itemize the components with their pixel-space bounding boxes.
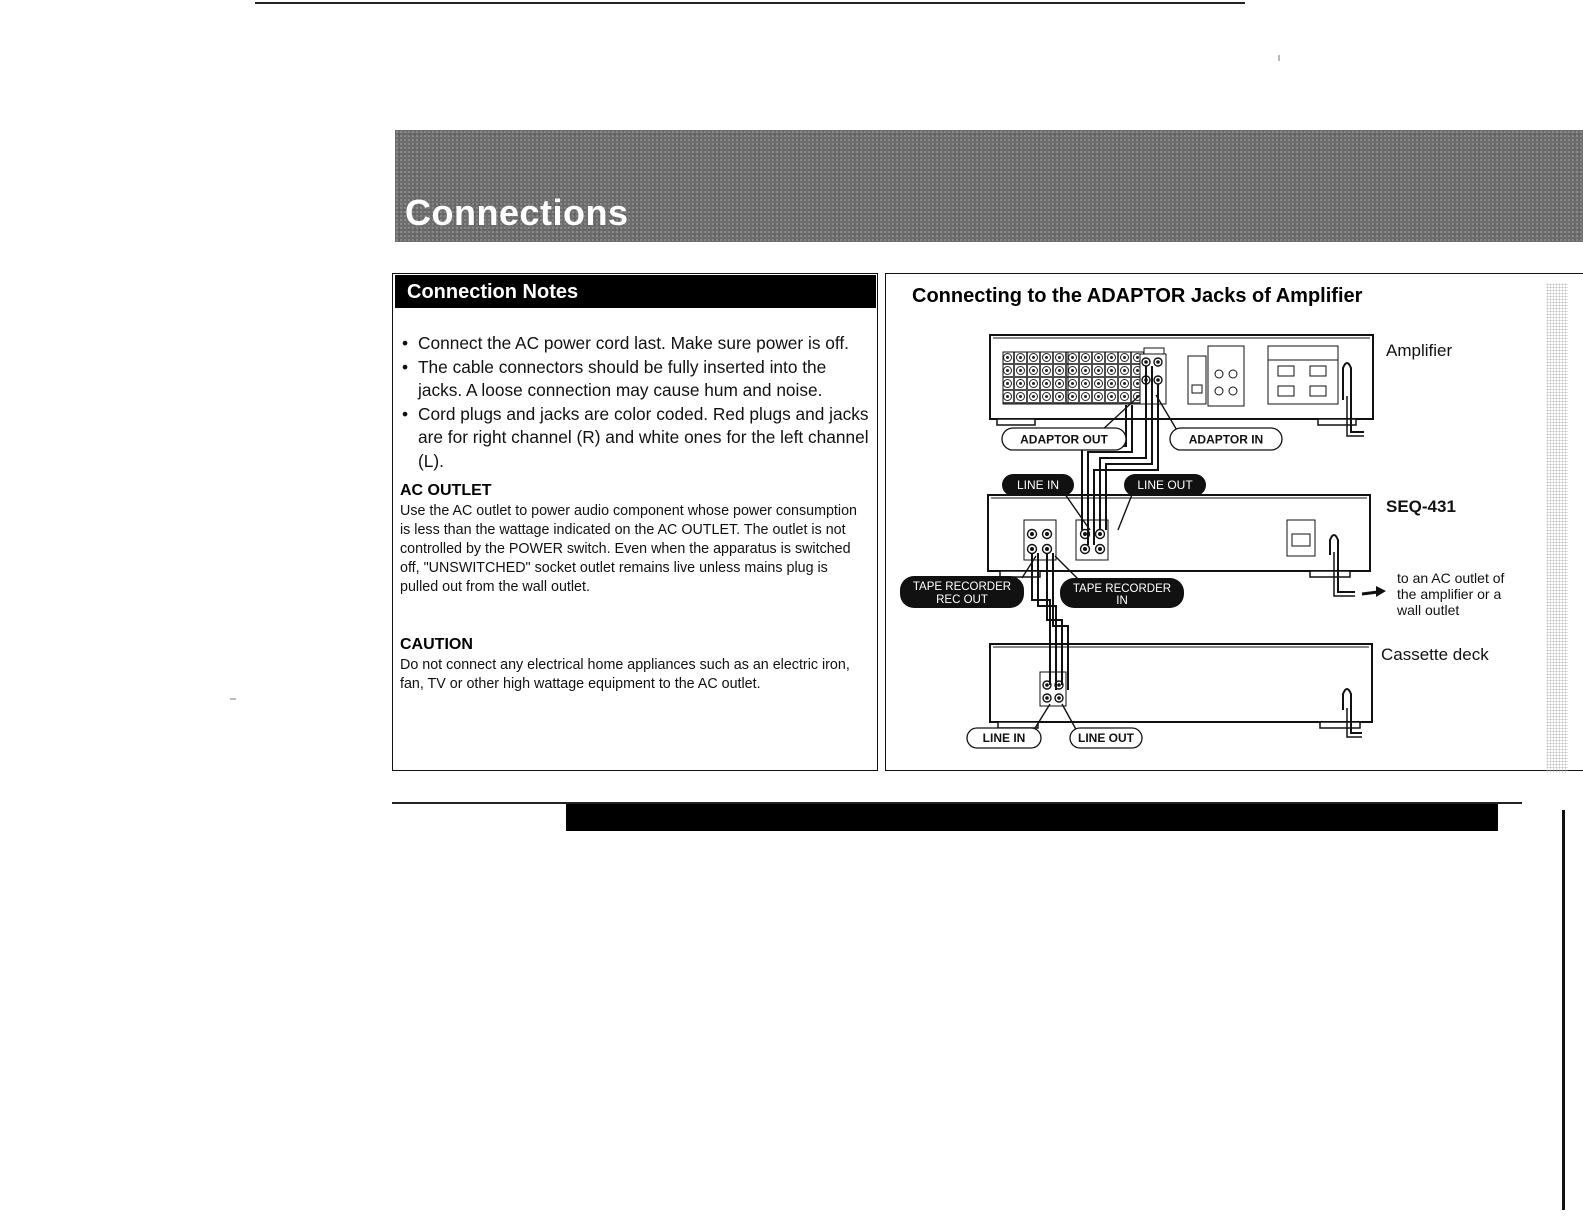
seq-line-out-label: [1124, 474, 1206, 496]
cassette-deck-unit: [990, 644, 1372, 737]
connection-diagram: [885, 310, 1575, 765]
diagram-title: Connecting to the ADAPTOR Jacks of Amplifier: [912, 285, 1363, 307]
ac-note-line: to an AC outlet of: [1397, 570, 1505, 586]
cassette-deck-label: Cassette deck: [1381, 645, 1489, 664]
seq-431-label: SEQ-431: [1386, 497, 1456, 516]
bullet-item: • Cord plugs and jacks are color coded. Red plugs and jacks are for right channel (R) and white ones for the left channel (L).: [400, 403, 870, 474]
ac-outlet-heading: AC OUTLET: [400, 482, 492, 499]
deck-line-in-label: [967, 728, 1041, 748]
svg-text:LINE OUT: LINE OUT: [1137, 478, 1193, 492]
amplifier-label: Amplifier: [1386, 341, 1453, 360]
ac-outlet-text: Use the AC outlet to power audio component whose power consumption is less than the wattage indicated on the AC OUTLET. The outlet is not controlled by the POWER switch. Even when the apparatus is switched off, "UNSWITCHED" socket outlet remains live unless mains plug is pulled out from the wall outlet.: [400, 503, 857, 595]
svg-text:ADAPTOR OUT: ADAPTOR OUT: [1020, 432, 1108, 447]
amplifier-unit: [990, 335, 1373, 436]
svg-text:ADAPTOR IN: ADAPTOR IN: [1188, 432, 1264, 447]
svg-text:TAPE RECORDER: TAPE RECORDER: [1072, 583, 1172, 595]
tape-recorder-rec-out-label: [900, 576, 1024, 608]
seq-line-in-label: [1002, 474, 1074, 496]
tape-recorder-in-label: [1060, 578, 1184, 608]
arrow-right-icon: [1362, 586, 1386, 597]
ac-note-line: wall outlet: [1397, 602, 1460, 618]
caution-heading: CAUTION: [400, 636, 473, 653]
deck-line-out-label: [1070, 728, 1142, 748]
adaptor-out-label: [1002, 428, 1126, 450]
svg-text:LINE IN: LINE IN: [1016, 478, 1060, 492]
svg-text:TAPE RECORDER: TAPE RECORDER: [912, 581, 1012, 593]
svg-text:LINE IN: LINE IN: [982, 731, 1026, 745]
scan-speck: [230, 698, 236, 700]
notes-bullet-list: [400, 332, 870, 473]
caution-text: Do not connect any electrical home appliances such as an electric iron, fan, TV or other high wattage equipment to the AC outlet.: [400, 657, 850, 692]
top-rule: [255, 2, 1245, 4]
bullet-item: • The cable connectors should be fully inserted into the jacks. A loose connection may cause hum and noise.: [400, 356, 870, 403]
bullet-item: • Connect the AC power cord last. Make sure power is off.: [400, 332, 870, 356]
bottom-bar: [566, 804, 1498, 831]
adaptor-in-label: [1170, 428, 1282, 450]
scan-speck: [1278, 55, 1280, 61]
connection-notes-title: Connection Notes: [407, 281, 579, 303]
svg-text:REC OUT: REC OUT: [936, 594, 988, 606]
svg-text:IN: IN: [1116, 595, 1128, 607]
page-edge: [1562, 810, 1565, 1210]
page-title: Connections: [405, 192, 629, 233]
svg-text:LINE OUT: LINE OUT: [1078, 731, 1134, 745]
ac-note-line: the amplifier or a: [1397, 586, 1502, 602]
seq-431-unit: [988, 495, 1370, 596]
